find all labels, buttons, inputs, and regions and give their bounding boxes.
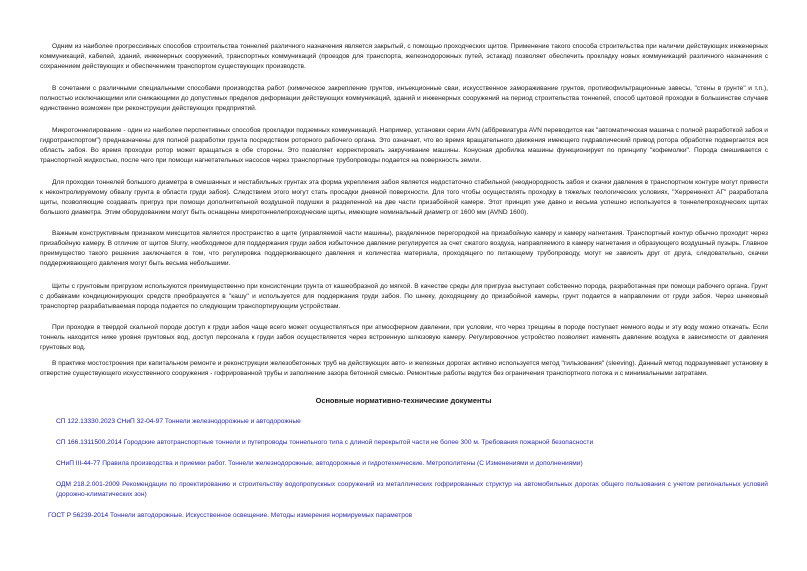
paragraph-microtunneling: Микротоннелирование - один из наиболее перспективных способов прокладки подземных коммуникаций. Например, установки серии AVN (аббревиатура AVN переводится как "автоматическая машина с полной разработкой забоя и гидротранспортом") предназначены для полной разработки грунта посредством роторного рабочего органа. Это означает, что во время вращательного движения имеющего гидравлический привод ротора обработке подвергается вся область забоя. Во время проходки ротор может вращаться в обе стороны. Это позволяет корректировать закручивание машины. Конусная дробилка машины функционирует по принципу "кофемолки". Порода смешивается с транспортной жидкостью, после чего при помощи нагнетательных насосов через транспортные трубопроводы подается на поверхность земли. bbox=[40, 127, 768, 164]
reference-title: Городские автотранспортные тоннели и путепроводы тоннельного типа с длиной перекрытой части не более 300 м. Требования пожарной безопасности bbox=[123, 439, 594, 446]
paragraph-special-methods: В сочетании с различными специальными способами производства работ (химическое закрепление грунтов, инъекционные сваи, искусственное замораживание грунтов, противофильтрационные завесы, "стены в грунте" и т.п.), полностью исключающими или снижающими до допустимых пределов деформации действующих коммуникаций, зданий и инженерных сооружений на период строительства тоннелей, способ щитовой проходки в большинстве случаев единственно возможен при реконструкции действующих предприятий. bbox=[40, 85, 768, 112]
paragraph-sleeving: В практике мостостроения при капитальном ремонте и реконструкции железобетонных труб на действующих авто- и железных дорогах активно используется метод "гильзования" (sleeving). Данный метод подразумевает установку в отверстие существующего искусственного сооружения - гофрированной трубы и заполнение зазора бетонной смесью. Ремонтные работы ведутся без ограничения транспортного потока и с минимальными затратами. bbox=[40, 360, 768, 377]
reference-code: СНиП III-44-77 bbox=[56, 460, 101, 467]
paragraph-large-diameter: Для проходки тоннелей большого диаметра в смешанных и нестабильных грунтах эта форма укрепления забоя является недостаточно стабильной (неоднородность забоя и скачки давления в транспортном контуре могут привести к неконтролируемому обвалу грунта в области груди забоя). Следствием этого могут стать просадки дневной поверхности. Для того чтобы осуществлять проходку в тяжелых геологических условиях, "Херренкнехт АГ" разработала щиты, позволяющие создавать пригруз при помощи дополнительной воздушной подушки в разделенной на две части призабойной камере. Этот принцип уже давно и весьма успешно используется в тоннелепроходческих щитах большого диаметра. Этим оборудованием могут быть оснащены микротоннелепроходческие щиты, имеющие номинальный диаметр от 1600 мм (AVND 1600). bbox=[40, 179, 768, 216]
reference-link[interactable] bbox=[56, 459, 756, 469]
paragraph-earth-pressure-shields: Щиты с грунтовым пригрузом используются преимущественно при консистенции грунта от кашеобразной до мягкой. В качестве среды для пригруза выступает собственно порода, разработанная при помощи рабочего органа. Грунт с добавками кондиционирующих средств преобразуется в "кашу" и используется для поддержания груди забоя. По шнеку, доходящему до призабойной камеры, грунт подается в направлении от груди забоя. Через шнековый транспортер разрабатываемая порода подается по следующим транспортирующим устройствам. bbox=[40, 283, 768, 310]
reference-link[interactable] bbox=[56, 417, 756, 427]
docs-heading: Основные нормативно-технические документы bbox=[315, 396, 492, 405]
paragraph-shield-tunneling: Одним из наиболее прогрессивных способов строительства тоннелей различного назначения является закрытый, с помощью проходческих щитов. Применение такого способа строительства при наличии действующих инженерных коммуникаций, кабелей, зданий, инженерных сооружений, транспортных коммуникаций (проездов для транспорта, железнодорожных путей, эстакад) позволяет обеспечить прокладку новых коммуникаций различного назначения с сохранением действующих и обеспечением транспортом существующих производств. bbox=[40, 43, 768, 70]
paragraph-hard-rock: При проходке в твердой скальной породе доступ к груди забоя чаще всего может осуществляться при атмосферном давлении, при условии, что через трещины в породе поступает немного воды и эту воду можно откачать. Если тоннель находится ниже уровня грунтовых вод, доступ персонала к груди забоя осуществляется через встроенную шлюзовую камеру. Регулировочное устройство позволяет изменять давление воздуха в зависимости от давления грунтовых вод. bbox=[40, 324, 768, 351]
reference-link[interactable] bbox=[56, 438, 756, 448]
reference-code: СП 122.13330.2023 СНиП 32-04-97 bbox=[56, 418, 164, 425]
reference-title: Правила производства и приемки работ. Тоннели железнодорожные, автодорожные и гидротехнические. Метрополитены (С Изменениями и дополнениями) bbox=[102, 460, 583, 467]
reference-title: Тоннели автодорожные. Искусственное освещение. Методы измерения нормируемых параметров bbox=[110, 512, 413, 519]
reference-title: Тоннели железнодорожные и автодорожные bbox=[164, 418, 301, 425]
paragraph-mixshields: Важным конструктивным признаком миксщитов является пространство в щите (управляемой части машины), разделенное перегородкой на призабойную камеру и камеру нагнетания. Транспортный контур обычно проходит через призабойную камеру. В отличие от щитов Slurry, необходимое для поддержания груди забоя избыточное давление регулируется за счет сжатого воздуха, направляемого в камеру нагнетания и образующего воздушный пузырь. Главное преимущество такого решения заключается в том, что регулировка поддерживающего давления и количества материала, проходящего по питающему трубопроводу, могут не зависеть друг от друга, следовательно, скачки поддерживающего давления могут быть весьма небольшими. bbox=[40, 230, 768, 267]
reference-code: ОДМ 218.2.001-2009 bbox=[56, 481, 120, 488]
reference-code: СП 166.1311500.2014 bbox=[56, 439, 122, 446]
reference-link[interactable] bbox=[56, 480, 768, 500]
reference-code: ГОСТ Р 56239-2014 bbox=[48, 512, 109, 519]
reference-title: Рекомендации по проектированию и строительству водопропускных сооружений из металлических гофрированных структур на автомобильных дорогах общего пользования с учетом региональных условий (дорожно-климатических зон) bbox=[56, 481, 768, 498]
reference-link[interactable] bbox=[48, 511, 748, 521]
